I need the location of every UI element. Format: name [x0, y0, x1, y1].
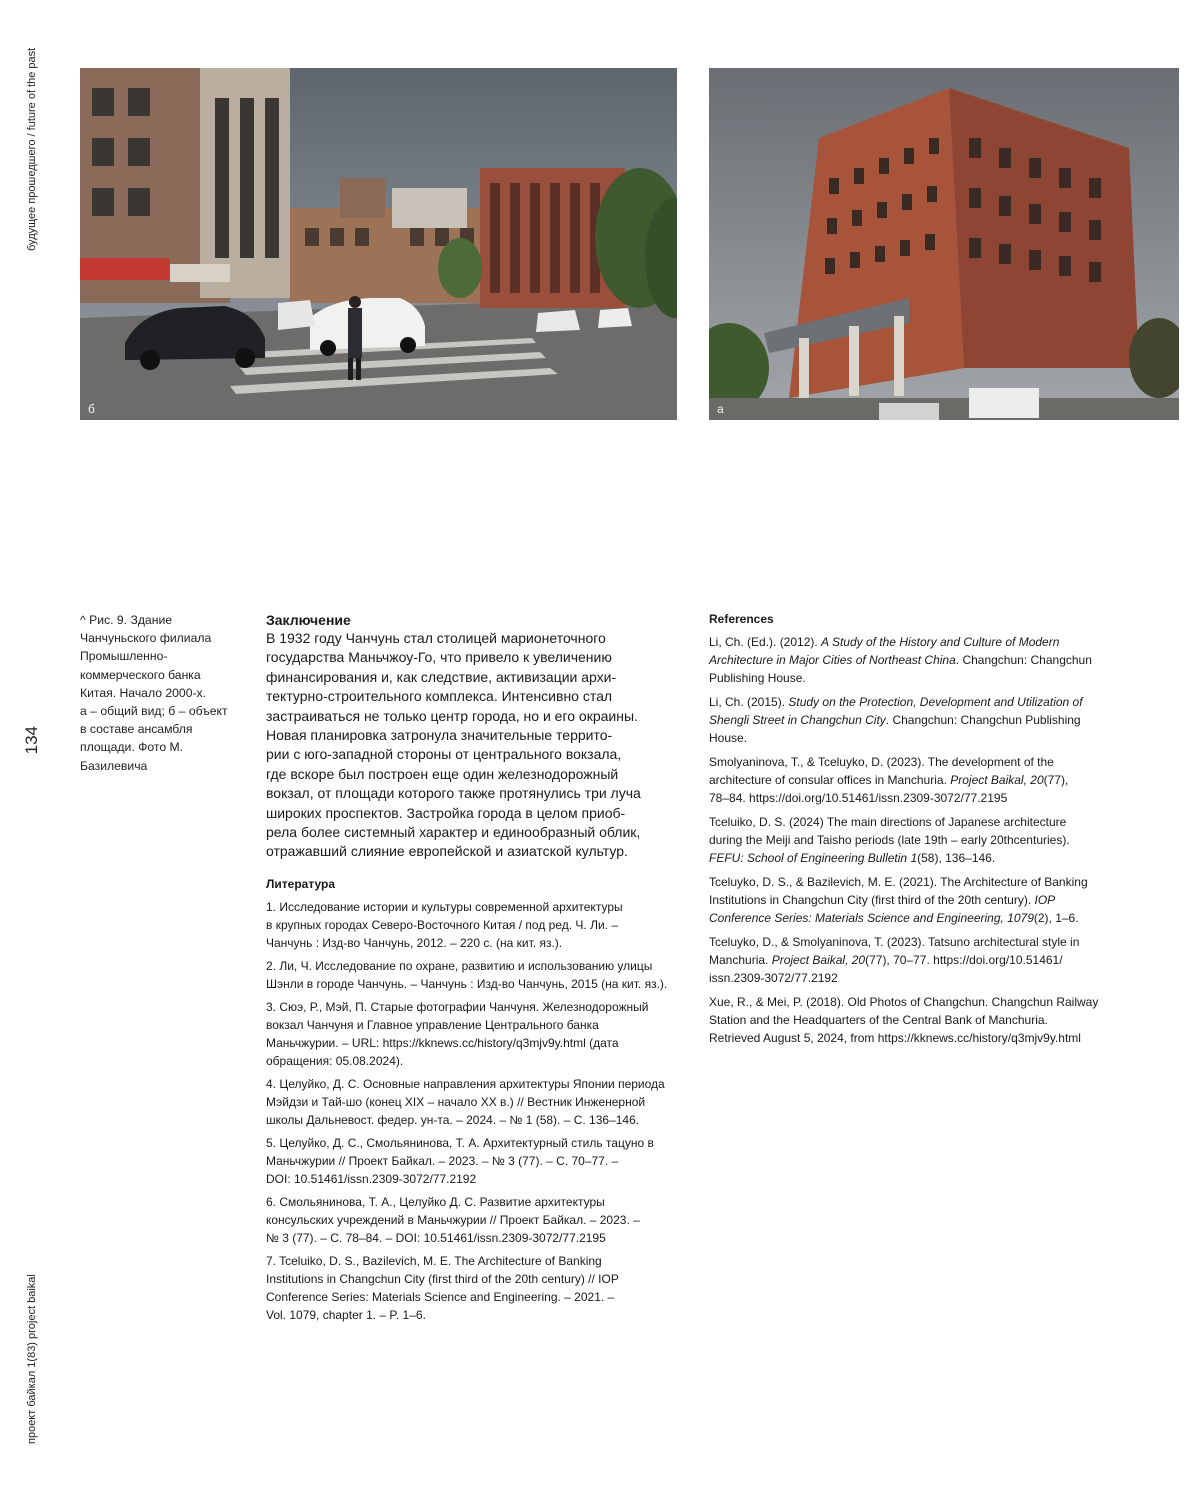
literature-item [266, 1193, 686, 1247]
reference-text: (77), [1043, 773, 1069, 787]
reference-line [709, 933, 1149, 951]
reference-italic: A Study of the History and Culture of Modern [821, 635, 1060, 649]
reference-line [709, 1029, 1149, 1047]
reference-item [709, 693, 1149, 747]
paragraph-line: финансирования и, как следствие, активизации архи- [266, 668, 617, 685]
reference-line [709, 651, 1149, 669]
reference-italic: FEFU: School of Engineering Bulletin 1 [709, 851, 918, 865]
reference-line [709, 951, 1149, 969]
paragraph-line: рии с юго-западной стороны от центрального вокзала, [266, 746, 622, 763]
reference-line [709, 831, 1149, 849]
paragraph-line: вокзал, от площади которого также протянулись три луча [266, 785, 641, 802]
literature-line: 7. Tceluiko, D. S., Bazilevich, M. E. The Architecture of Banking [266, 1253, 602, 1268]
reference-item [709, 933, 1149, 987]
reference-line [709, 711, 1149, 729]
bank-photo-illustration [709, 68, 1179, 420]
literature-line: Маньчжурии // Проект Байкал. – 2023. – № 3 (77). – С. 70–77. – [266, 1153, 619, 1168]
literature-line: № 3 (77). – С. 78–84. – DOI: 10.51461/issn.2309-3072/77.2195 [266, 1230, 606, 1245]
paragraph-line: В 1932 году Чанчунь стал столицей марионеточного [266, 630, 606, 646]
paragraph-line: рела более системный характер и единообразный облик, [266, 824, 641, 841]
reference-item [709, 753, 1149, 807]
paragraph-line: тектурно-строительного комплекса. Интенсивно стал [266, 688, 613, 705]
reference-italic: Conference Series: Materials Science and Engineering, 1079 [709, 911, 1034, 925]
reference-text: 78–84. https://doi.org/10.51461/issn.2309-3072/77.2195 [709, 791, 1008, 805]
paragraph-line: широких проспектов. Застройка города в целом приоб- [266, 804, 626, 821]
paragraph-line: Новая планировка затронула значительные террито- [266, 727, 613, 744]
caption-line: коммерческого банка [80, 667, 201, 682]
literature-line: 4. Целуйко, Д. С. Основные направления архитектуры Японии периода [266, 1076, 665, 1091]
reference-italic: Project Baikal, 20 [950, 773, 1044, 787]
reference-text: . Changchun: Changchun [955, 653, 1092, 667]
paragraph-line: застраиваться не только центр города, но и его окраины. [266, 707, 638, 724]
reference-text: Tceluyko, D., & Smolyaninova, T. (2023). Tatsuno architectural style in [709, 935, 1080, 949]
figure-label-b: б [88, 402, 95, 416]
reference-text: Li, Ch. (Ed.). (2012). [709, 635, 822, 649]
paragraph-line: отражавший слияние европейской и азиатской культур. [266, 843, 628, 860]
reference-text: Tceluiko, D. S. (2024) The main directions of Japanese architecture [709, 815, 1067, 829]
figure-street-photo [80, 68, 677, 420]
conclusion-paragraph [266, 629, 686, 862]
reference-text: . Changchun: Changchun Publishing [885, 713, 1081, 727]
reference-text: Institutions in Changchun City (first third of the 20th century). [709, 893, 1035, 907]
reference-italic: Shengli Street in Changchun City [709, 713, 886, 727]
reference-line [709, 873, 1149, 891]
reference-line [709, 813, 1149, 831]
reference-text: (2), 1–6. [1033, 911, 1079, 925]
reference-text: Smolyaninova, T., & Tceluyko, D. (2023). The development of the [709, 755, 1054, 769]
literature-line: в крупных городах Северо-Восточного Китая / под ред. Ч. Ли. – [266, 917, 618, 932]
street-photo-illustration [80, 68, 677, 420]
caption-line: Промышленно- [80, 649, 168, 664]
figure-caption [80, 611, 250, 775]
reference-text: Station and the Headquarters of the Central Bank of Manchuria. [709, 1013, 1048, 1027]
reference-line [709, 633, 1149, 651]
literature-item [266, 898, 686, 952]
reference-line [709, 969, 1149, 987]
paragraph-line: государства Маньчжоу-Го, что привело к увеличению [266, 649, 612, 666]
literature-line: Маньчжурии. – URL: https://kknews.cc/history/q3mjv9y.html (дата [266, 1035, 619, 1050]
reference-text: Manchuria. [709, 953, 772, 967]
literature-item [266, 1075, 686, 1129]
literature-line: Vol. 1079, chapter 1. – P. 1–6. [266, 1307, 426, 1322]
references-heading: References [709, 612, 774, 626]
reference-text: Xue, R., & Mei, P. (2018). Old Photos of Changchun. Changchun Railway [709, 995, 1099, 1009]
literature-item [266, 1252, 686, 1324]
literature-line: Conference Series: Materials Science and Engineering. – 2021. – [266, 1289, 615, 1304]
reference-line [709, 669, 1149, 687]
literature-list [266, 898, 686, 1324]
page-number: 134 [22, 726, 41, 755]
reference-text: during the Meiji and Taisho periods (late 19th – early 20thcenturies). [709, 833, 1070, 847]
reference-italic: Architecture in Major Cities of Northeast China [709, 653, 956, 667]
literature-line: обращения: 05.08.2024). [266, 1053, 404, 1068]
reference-item [709, 993, 1149, 1047]
references-column [709, 611, 1149, 1053]
reference-text: issn.2309-3072/77.2192 [709, 971, 838, 985]
paragraph-line: где вскоре был построен еще один железнодорожный [266, 765, 619, 782]
reference-line [709, 909, 1149, 927]
caption-line: площади. Фото М. [80, 740, 184, 755]
literature-line: 3. Сюэ, Р., Мэй, П. Старые фотографии Чанчуня. Железнодорожный [266, 999, 649, 1014]
reference-text: Publishing House. [709, 671, 806, 685]
figure-label-a: а [717, 402, 724, 416]
references-list [709, 633, 1149, 1047]
reference-line [709, 1011, 1149, 1029]
reference-text: architecture of consular offices in Manchuria. [709, 773, 951, 787]
literature-line: 2. Ли, Ч. Исследование по охране, развитию и использованию улицы [266, 958, 653, 973]
literature-line: Institutions in Changchun City (first third of the 20th century) // IOP [266, 1271, 619, 1286]
literature-line: Шэнли в городе Чанчунь. – Чанчунь : Изд-во Чанчунь, 2015 (на кит. яз.). [266, 976, 668, 991]
literature-item [266, 1134, 686, 1188]
reference-italic: Project Baikal, 20 [771, 953, 866, 967]
journal-footer: проект байкал 1(83) project baikal [26, 1274, 38, 1444]
literature-item [266, 998, 686, 1070]
reference-item [709, 813, 1149, 867]
reference-line [709, 729, 1149, 747]
reference-text: Li, Ch. (2015). [709, 695, 789, 709]
reference-item [709, 873, 1149, 927]
reference-italic: IOP [1034, 893, 1056, 907]
reference-line [709, 789, 1149, 807]
reference-line [709, 849, 1149, 867]
caption-line: Базилевича [80, 758, 148, 773]
literature-item [266, 957, 686, 993]
caption-line: а – общий вид; б – объект [80, 704, 228, 719]
reference-italic: Study on the Protection, Development and Utilization of [788, 695, 1083, 709]
main-text-column [266, 611, 686, 1329]
reference-line [709, 771, 1149, 789]
literature-line: 1. Исследование истории и культуры современной архитектуры [266, 899, 623, 914]
literature-line: DOI: 10.51461/issn.2309-3072/77.2192 [266, 1171, 477, 1186]
literature-line: школы Дальневост. федер. ун-та. – 2024. – № 1 (58). – С. 136–146. [266, 1112, 640, 1127]
reference-text: House. [709, 731, 748, 745]
reference-text: Retrieved August 5, 2024, from https://kknews.cc/history/q3mjv9y.html [709, 1031, 1081, 1045]
figure-bank-photo [709, 68, 1179, 420]
literature-line: Чанчунь : Изд-во Чанчунь, 2012. – 220 с. (на кит. яз.). [266, 935, 563, 950]
literature-heading: Литература [266, 876, 336, 891]
literature-line: консульских учреждений в Маньчжурии // Проект Байкал. – 2023. – [266, 1212, 640, 1227]
reference-text: (77), 70–77. https://doi.org/10.51461/ [865, 953, 1063, 967]
literature-line: Мэйдзи и Тай-шо (конец XIX – начало XX в.) // Вестник Инженерной [266, 1094, 646, 1109]
reference-text: Tceluyko, D. S., & Bazilevich, M. E. (2021). The Architecture of Banking [709, 875, 1088, 889]
caption-line: в составе ансамбля [80, 722, 193, 737]
reference-line [709, 693, 1149, 711]
reference-line [709, 993, 1149, 1011]
literature-line: 5. Целуйко, Д. С., Смольянинова, Т. А. Архитектурный стиль тацуно в [266, 1135, 654, 1150]
reference-text: (58), 136–146. [917, 851, 996, 865]
running-head: будущее прошедшего / future of the past [26, 48, 38, 252]
caption-line: ^ Рис. 9. Здание [80, 613, 173, 627]
caption-line: Чанчуньского филиала [80, 631, 212, 646]
caption-line: Китая. Начало 2000-х. [80, 685, 207, 700]
conclusion-heading: Заключение [266, 612, 351, 628]
literature-line: 6. Смольянинова, Т. А., Целуйко Д. С. Развитие архитектуры [266, 1194, 605, 1209]
reference-line [709, 891, 1149, 909]
reference-line [709, 753, 1149, 771]
literature-line: вокзал Чанчуня и Главное управление Центрального банка [266, 1017, 599, 1032]
reference-item [709, 633, 1149, 687]
